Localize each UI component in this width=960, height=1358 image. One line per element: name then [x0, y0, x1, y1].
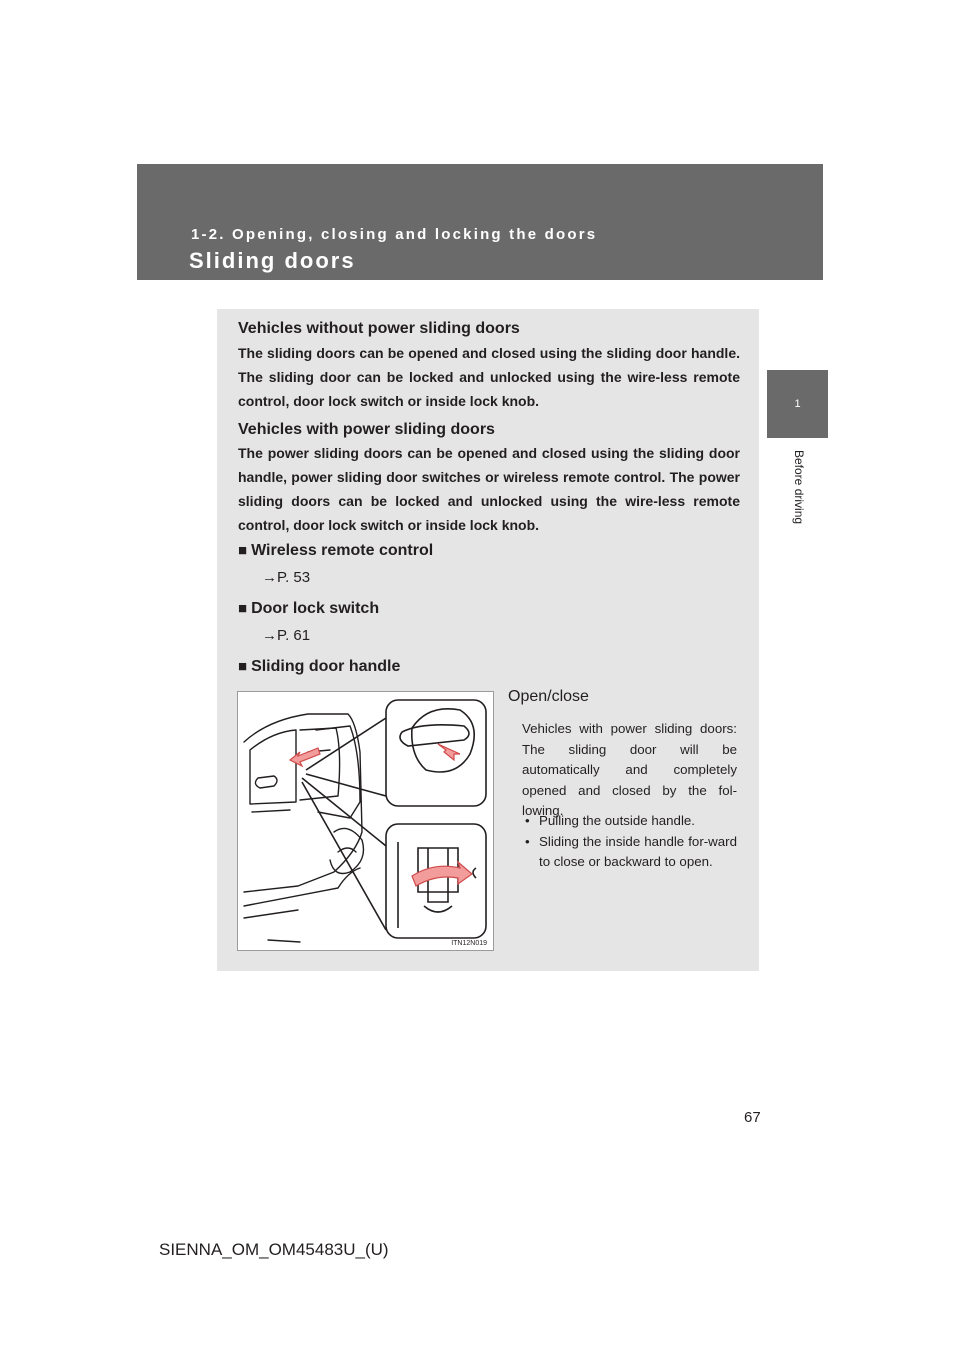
open-close-description: Vehicles with power sliding doors: The sliding door will be automatically and completely opened and closed by the fol-lowing.: [522, 721, 737, 818]
header-band: [137, 164, 823, 280]
list-item: • Pulling the outside handle.: [522, 811, 737, 832]
square-bullet-icon: ■: [238, 658, 248, 675]
figure-code: ITN12N019: [451, 940, 487, 947]
wireless-remote-heading: [238, 542, 433, 560]
minivan-door-illustration-icon: [238, 692, 495, 952]
without-power-body: The sliding doors can be opened and closed using the sliding door handle. The sliding door can be locked and unlocked using the wire-less remote control, door lock switch or inside lock knob.: [238, 345, 740, 409]
with-power-heading: Vehicles with power sliding doors: [238, 421, 495, 438]
square-bullet-icon: ■: [238, 600, 248, 617]
door-lock-switch-label: Door lock switch: [251, 600, 380, 617]
chapter-tab[interactable]: [767, 370, 828, 438]
chapter-number: 1: [794, 398, 801, 410]
page-title: Sliding doors: [189, 248, 356, 273]
square-bullet-icon: ■: [238, 542, 248, 559]
with-power-body: The power sliding doors can be opened and closed using the sliding door handle, power sliding door switches or wireless remote control. The power sliding doors can be locked and unlocked using the wire-less remote control, door lock switch or inside lock knob.: [238, 445, 740, 533]
section-label: 1-2. Opening, closing and locking the doors: [191, 226, 598, 243]
door-lock-switch-page-link[interactable]: →P. 61: [262, 627, 311, 644]
chapter-label: Before driving: [792, 450, 806, 525]
page-number: 67: [744, 1109, 761, 1126]
wireless-remote-page-link[interactable]: →P. 53: [262, 569, 311, 586]
document-id: SIENNA_OM_OM45483U_(U): [159, 1240, 389, 1259]
list-item: • Sliding the inside handle for-ward to close or backward to open.: [522, 832, 737, 873]
sliding-door-handle-heading: [238, 658, 400, 676]
open-close-heading: Open/close: [508, 688, 589, 705]
door-lock-switch-heading: [238, 600, 379, 618]
sliding-door-handle-label: Sliding door handle: [251, 658, 401, 675]
content-panel: [217, 309, 759, 971]
door-handle-illustration: [237, 691, 494, 951]
wireless-remote-label: Wireless remote control: [251, 542, 434, 559]
open-close-bullet-list: [522, 811, 737, 873]
without-power-heading: Vehicles without power sliding doors: [238, 320, 520, 337]
